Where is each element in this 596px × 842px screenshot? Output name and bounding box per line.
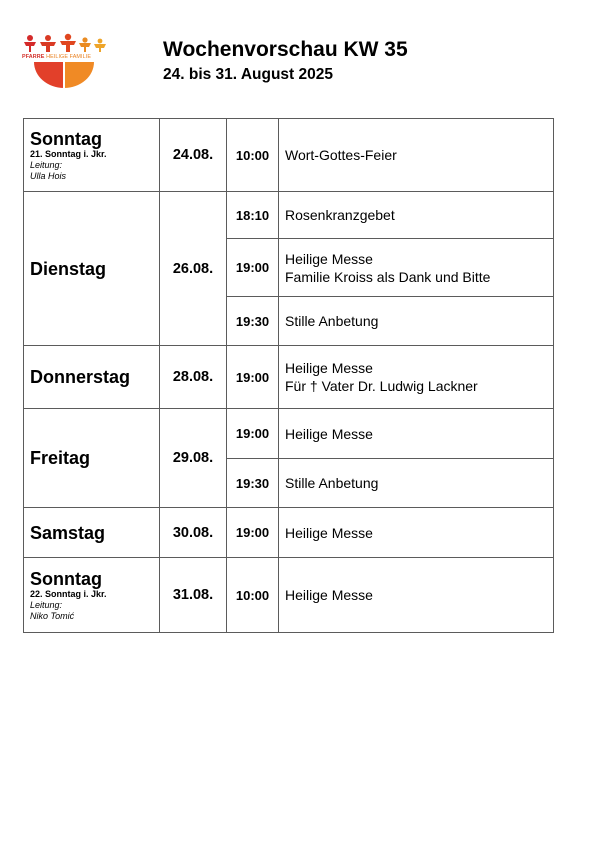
day-cell (24, 119, 160, 192)
event-line: Stille Anbetung (285, 475, 379, 491)
parish-logo (22, 32, 112, 90)
family-figures-icon (24, 34, 106, 52)
logo-wordmark (22, 54, 112, 60)
table-row (24, 409, 554, 459)
date-cell: 31.08. (160, 558, 227, 633)
event-cell (279, 192, 554, 239)
day-lead-label: Leitung: (30, 159, 63, 170)
time-cell: 19:00 (227, 508, 279, 558)
page-title: Wochenvorschau KW 35 (163, 38, 408, 61)
event-cell (279, 297, 554, 346)
logo-text-pfarre: PFARRE (22, 54, 45, 60)
day-cell (24, 558, 160, 633)
time-cell: 19:00 (227, 409, 279, 459)
page-subtitle: 24. bis 31. August 2025 (163, 66, 334, 83)
day-liturgy: 22. Sonntag i. Jkr. (30, 588, 107, 599)
date-cell: 24.08. (160, 119, 227, 192)
day-lead-label: Leitung: (30, 599, 63, 610)
day-name: Sonntag (30, 568, 102, 589)
event-cell (279, 558, 554, 633)
time-cell: 19:30 (227, 297, 279, 346)
time-cell: 19:30 (227, 459, 279, 508)
day-lead-person: Niko Tomić (30, 610, 75, 621)
day-cell (24, 508, 160, 558)
day-name: Donnerstag (30, 367, 131, 387)
time-cell: 18:10 (227, 192, 279, 239)
half-disc-icon (34, 62, 94, 88)
event-line: Rosenkranzgebet (285, 207, 395, 223)
event-line: Heilige Messe (285, 360, 373, 376)
event-line: Heilige Messe (285, 250, 373, 267)
logo-text-heilige-familie: HEILIGE FAMILIE (46, 54, 92, 60)
event-cell (279, 346, 554, 409)
day-name: Sonntag (30, 128, 102, 149)
event-line: Familie Kroiss als Dank und Bitte (285, 268, 491, 285)
time-cell: 10:00 (227, 558, 279, 633)
event-line: Stille Anbetung (285, 313, 379, 329)
table-row (24, 192, 554, 239)
table-row (24, 119, 554, 192)
date-cell: 26.08. (160, 192, 227, 346)
date-cell: 28.08. (160, 346, 227, 409)
table-row (24, 346, 554, 409)
time-cell: 19:00 (227, 239, 279, 297)
schedule-table (23, 118, 554, 633)
day-name: Samstag (30, 522, 106, 543)
event-line: Wort-Gottes-Feier (285, 147, 397, 163)
day-name: Freitag (30, 448, 91, 468)
day-name: Dienstag (30, 258, 107, 279)
date-cell: 29.08. (160, 409, 227, 508)
day-cell (24, 192, 160, 346)
table-row (24, 558, 554, 633)
day-liturgy: 21. Sonntag i. Jkr. (30, 148, 107, 159)
table-row (24, 508, 554, 558)
event-cell (279, 409, 554, 459)
time-cell: 10:00 (227, 119, 279, 192)
day-lead-person: Ulla Hois (30, 170, 67, 181)
day-cell (24, 409, 160, 508)
parish-logo-graphic (22, 32, 112, 90)
event-line: Heilige Messe (285, 425, 373, 442)
event-cell (279, 239, 554, 297)
event-line: Für † Vater Dr. Ludwig Lackner (285, 378, 478, 394)
event-cell (279, 459, 554, 508)
event-line: Heilige Messe (285, 524, 373, 541)
event-cell (279, 119, 554, 192)
date-cell: 30.08. (160, 508, 227, 558)
time-cell: 19:00 (227, 346, 279, 409)
event-cell (279, 508, 554, 558)
day-cell (24, 346, 160, 409)
event-line: Heilige Messe (285, 587, 373, 603)
